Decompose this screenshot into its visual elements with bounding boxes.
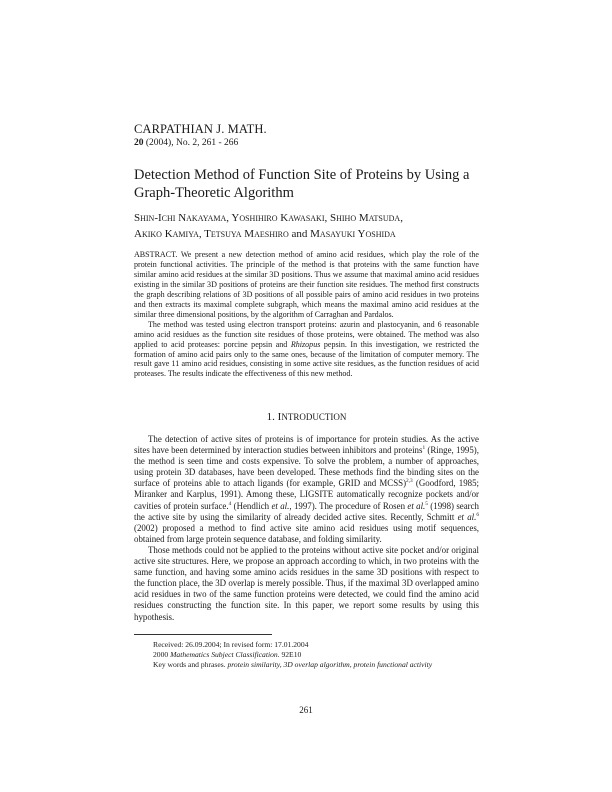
msc-classification — [153, 650, 483, 660]
et-al-1: et al. — [271, 500, 290, 511]
page-number: 261 — [299, 705, 313, 715]
abstract-p2-italic: Rhizopus — [290, 339, 321, 349]
footnotes — [153, 640, 483, 670]
author-and: and — [291, 228, 308, 240]
section-title-rest: NTRODUCTION — [281, 412, 347, 422]
section-number: 1. — [266, 411, 278, 423]
keywords-list: protein similarity, 3D overlap algorithm, protein functional activity — [227, 660, 433, 669]
intro-p1-text-2: (Ringe, 1995), the method is seen time and costs expensive. To solve the problem, a number of approaches, using protein 3D databases, have been developed. These methods find the binding sites on the surface of proteins able to attach ligands (for example, GRID and MCSS) — [134, 445, 479, 489]
abstract-p2-end: pepsin. In this investigation, we restricted the formation of amino acid pairs only to the same ones, because of the limitation of computer memory. The result gave 11 amino acid residues, consisting in some active site residues, as the function residues of acid proteases. The results indicate the effectiveness of this new method. — [134, 339, 479, 379]
received-date: Received: 26.09.2004; In revised form: 17.01.2004 — [153, 640, 309, 649]
intro-p1-text-3: (Goodford, 1985; Miranker and Karplus, 1991). Among these, LIGSITE automatically recognize pockets and/or cavities of protein surface. — [134, 478, 479, 511]
intro-paragraph-1 — [134, 434, 479, 545]
intro-p1-text-5: , 1997). The procedure of Rosen — [289, 500, 408, 511]
paper-title: Detection Method of Function Site of Proteins by Using a Graph-Theoretic Algorithm — [134, 167, 470, 201]
author-line-2-first: Akiko Kamiya, Tetsuya Maeshiro — [134, 228, 289, 240]
et-al-3: et al. — [457, 511, 477, 522]
citation-sup-1: 1 — [422, 445, 426, 452]
citation-sup-4: 5 — [425, 500, 428, 507]
msc-year: 2000 — [153, 650, 171, 659]
section-heading-introduction — [134, 411, 479, 423]
intro-p1-text-4: (Hendlich — [231, 500, 272, 511]
et-al-2: et al. — [407, 500, 426, 511]
journal-issue — [134, 138, 238, 148]
abstract-p2-start: The method was tested using electron transport proteins: azurin and plastocyanin, and 6 reasonable amino acid residues as the function site residues of those proteins, were obtained. The method was also applied to acid proteases: porcine pepsin and — [134, 319, 479, 349]
section-initial: I — [277, 411, 282, 423]
citation-sup-2: 2,3 — [406, 478, 413, 485]
author-line-2 — [134, 226, 479, 242]
author-line-2-last: Masayuki Yoshida — [310, 228, 396, 240]
citation-sup-5: 6 — [476, 511, 480, 518]
author-line-1: Shin-Ichi Nakayama, Yoshihiro Kawasaki, Shiho Matsuda, — [134, 212, 403, 224]
journal-volume: 20 — [134, 138, 144, 148]
author-list — [134, 210, 479, 242]
keywords — [153, 660, 483, 670]
citation-sup-3: 4 — [228, 500, 232, 507]
msc-label: Mathematics Subject Classification. — [170, 650, 280, 659]
intro-p1-text-7: (2002) proposed a method to find active site amino acid residues using motif sequences, obtained from large protein sequence database, and folding similarity. — [134, 522, 479, 544]
abstract — [134, 250, 479, 379]
intro-p1-text-1: The detection of active sites of proteins is of importance for protein studies. As the active sites have been determined by interaction studies between inhibitors and proteins — [134, 434, 479, 456]
journal-name: CARPATHIAN J. MATH. — [134, 122, 267, 136]
msc-code: 92E10 — [279, 650, 302, 659]
footnote-divider — [134, 634, 272, 635]
abstract-paragraph-2 — [134, 320, 479, 380]
abstract-paragraph-1: ABSTRACT. We present a new detection method of amino acid residues, which play the role of the protein functional activities. The principle of the method is that proteins with the same function have similar amino acid residues at the similar 3D positions. Thus we assume that maximal amino acid residues existing in the similar 3D positions of proteins are their function site residues. The method first constructs the graph describing relations of 3D positions of all possible pairs of amino acid residues in two proteins and then extracts its maximal complete subgraph, which means the maximal amino acid residues at the similar three dimensional positions, by the algorithm of Carraghan and Pardalos. — [134, 250, 479, 319]
keywords-label: Key words and phrases. — [153, 660, 228, 669]
intro-paragraph-2: Those methods could not be applied to the proteins without active site pocket and/or original active site structures. Here, we propose an approach according to which, in two proteins with the same function, and having some amino acids residues in the same 3D positions with respect to the function place, the 3D overlap is merely possible. Thus, if the maximal 3D overlapped amino acid residues in two of the same function proteins were detected, we could find the amino acid residues constructing the function site. In this paper, we report some results by using this hypothesis. — [134, 544, 479, 622]
introduction-body — [134, 434, 479, 623]
intro-p1-text-6: (1998) search the active site by using the similarity of already decided active sites. Recently, Schmitt — [134, 500, 479, 522]
journal-issue-details: (2004), No. 2, 261 - 266 — [145, 138, 239, 148]
